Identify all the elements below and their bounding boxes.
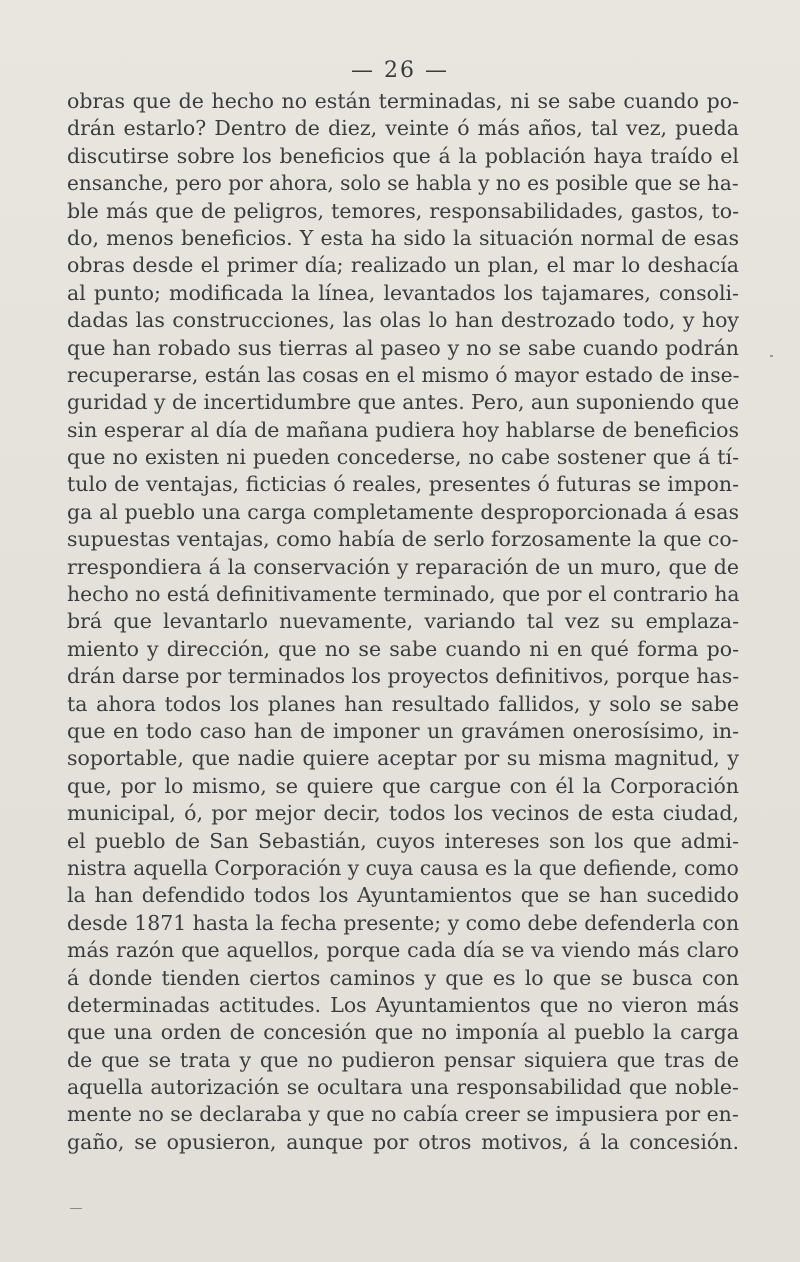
text-line: do, menos beneficios. Y esta ha sido la situación normal de esas (67, 225, 739, 250)
text-line: que han robado sus tierras al paseo y no se sabe cuando podrán (67, 335, 739, 360)
text-line: mente no se declaraba y que no cabía creer se impusiera por en- (67, 1102, 739, 1127)
text-line: recuperarse, están las cosas en el mismo ó mayor estado de inse- (67, 362, 740, 387)
text-line: á donde tienden ciertos caminos y que es lo que se busca con (67, 965, 739, 990)
text-line: que, por lo mismo, se quiere que cargue con él la Corporación (67, 773, 739, 798)
text-line: municipal, ó, por mejor decir, todos los vecinos de esta ciudad, (67, 801, 739, 826)
text-line: ble más que de peligros, temores, responsabilidades, gastos, to- (67, 198, 739, 223)
text-line: discutirse sobre los beneficios que á la población haya traído el (67, 143, 739, 168)
text-line: tulo de ventajas, ficticias ó reales, presentes ó futuras se impon- (67, 472, 739, 497)
body-text (67, 88, 739, 1156)
text-line: rrespondiera á la conservación y reparación de un muro, que de (67, 554, 739, 579)
text-line: soportable, que nadie quiere aceptar por su misma magnitud, y (67, 746, 739, 771)
text-line: nistra aquella Corporación y cuya causa es la que defiende, como (67, 855, 739, 880)
text-line: el pueblo de San Sebastián, cuyos intereses son los que admi- (67, 828, 739, 853)
text-line: ensanche, pero por ahora, solo se habla y no es posible que se ha- (67, 171, 739, 196)
margin-mark (70, 1208, 82, 1209)
text-line: guridad y de incertidumbre que antes. Pero, aun suponiendo que (67, 390, 740, 415)
text-line: que no existen ni pueden concederse, no cabe sostener que á tí- (67, 445, 739, 470)
text-line: drán estarlo? Dentro de diez, veinte ó más años, tal vez, pueda (67, 116, 739, 141)
print-speck (770, 355, 773, 357)
text-line: supuestas ventajas, como había de serlo forzosamente la que co- (67, 527, 739, 552)
page-number: — 26 — (351, 58, 449, 83)
text-line: miento y dirección, que no se sabe cuando ni en qué forma po- (67, 636, 739, 661)
text-line: al punto; modificada la línea, levantados los tajamares, consoli- (67, 280, 739, 305)
text-line: determinadas actitudes. Los Ayuntamientos que no vieron más (67, 992, 739, 1017)
text-line: que una orden de concesión que no imponía al pueblo la carga (67, 1020, 739, 1045)
text-line: sin esperar al día de mañana pudiera hoy hablarse de beneficios (67, 417, 739, 442)
text-line: ta ahora todos los planes han resultado fallidos, y solo se sabe (67, 691, 739, 716)
text-line: la han defendido todos los Ayuntamientos que se han sucedido (67, 883, 739, 908)
text-line: desde 1871 hasta la fecha presente; y como debe defenderla con (67, 910, 740, 935)
text-line: que en todo caso han de imponer un gravámen onerosísimo, in- (67, 718, 739, 743)
text-line: brá que levantarlo nuevamente, variando tal vez su emplaza- (67, 609, 739, 634)
text-line: ga al pueblo una carga completamente desproporcionada á esas (67, 499, 739, 524)
text-line: obras que de hecho no están terminadas, ni se sabe cuando po- (67, 89, 739, 113)
text-line: obras desde el primer día; realizado un plan, el mar lo deshacía (67, 253, 739, 278)
text-line: gaño, se opusieron, aunque por otros motivos, á la concesión. (67, 1129, 739, 1154)
text-line: hecho no está definitivamente terminado, que por el contrario ha (67, 582, 740, 607)
text-line: dadas las construcciones, las olas lo han destrozado todo, y hoy (67, 308, 739, 333)
text-line: aquella autorización se ocultara una responsabilidad que noble- (67, 1075, 739, 1100)
text-line: drán darse por terminados los proyectos definitivos, porque has- (67, 664, 740, 689)
text-line: más razón que aquellos, porque cada día se va viendo más claro (67, 938, 739, 963)
text-line: de que se trata y que no pudieron pensar siquiera que tras de (67, 1047, 739, 1072)
